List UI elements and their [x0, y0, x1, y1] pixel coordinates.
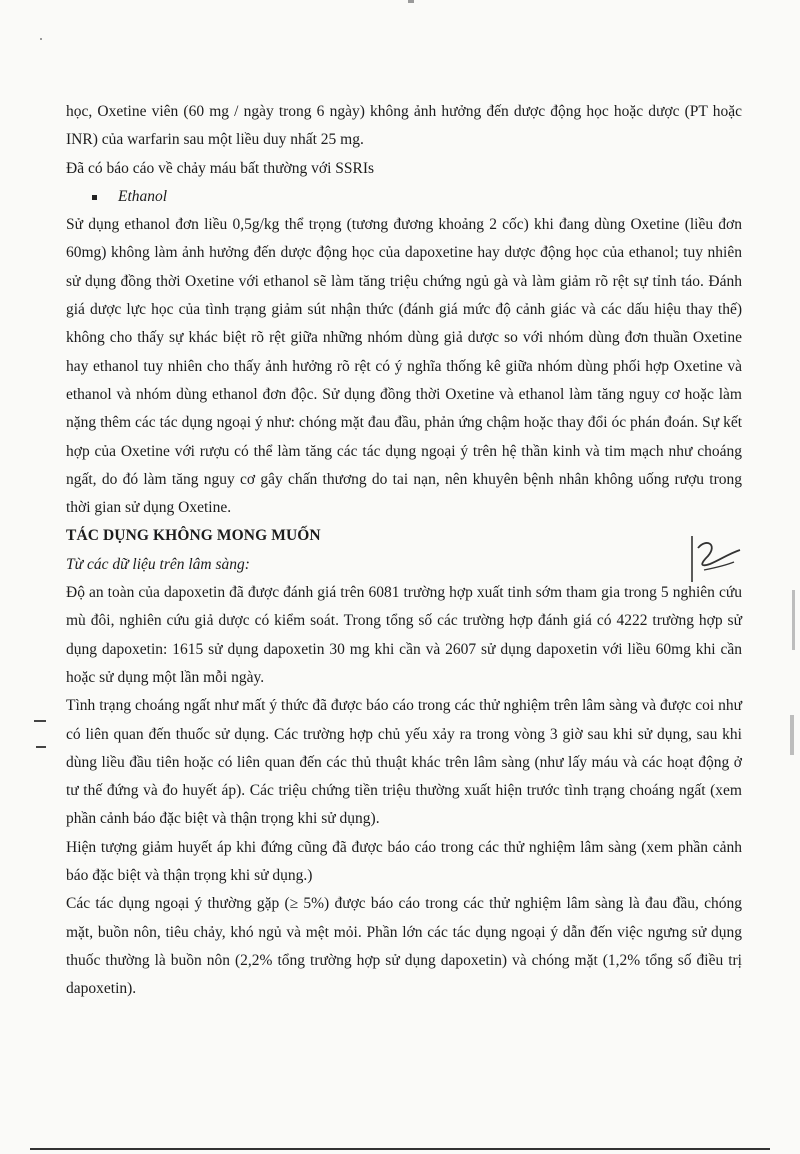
paragraph-warfarin: học, Oxetine viên (60 mg / ngày trong 6 ngày) không ảnh hưởng đến dược động học hoặc dược (PT hoặc INR) của warfarin sau một liều duy nhất 25 mg. — [66, 103, 742, 149]
bullet-item-ethanol — [66, 183, 742, 211]
bullet-label: Ethanol — [118, 187, 168, 205]
footer-rule — [30, 1148, 770, 1150]
paragraph-safety-evaluation: Độ an toàn của dapoxetin đã được đánh giá trên 6081 trường hợp xuất tinh sớm tham gia trong 5 nghiên cứu mù đôi, nghiên cứu giả dược có kiểm soát. Trong tổng số các trường hợp đánh giá có 4222 trường hợp sử dụng dapoxetin: 1615 sử dụng dapoxetin 30 mg khi cần và 2607 sử dụng dapoxetin với liều 60mg khi cần hoặc sử dụng một lần mỗi ngày. — [66, 584, 742, 686]
paragraph-ssri-bleeding: Đã có báo cáo về chảy máu bất thường với SSRIs — [66, 159, 375, 177]
document-page — [66, 98, 742, 1004]
paragraph-common-adverse-effects: Các tác dụng ngoại ý thường gặp (≥ 5%) được báo cáo trong các thử nghiệm lâm sàng là đau đầu, chóng mặt, buồn nôn, tiêu chảy, khó ngủ và mệt mỏi. Phần lớn các tác dụng ngoại ý dẫn đến việc ngưng sử dụng thuốc thường là buồn nôn (2,2% tổng trường hợp sử dụng dapoxetin) và chóng mặt (1,2% tổng số điều trị dapoxetin). — [66, 895, 742, 998]
handwritten-initials-icon — [684, 530, 744, 590]
subheading-clinical-data: Từ các dữ liệu trên lâm sàng: — [66, 555, 250, 573]
scan-artifact-left-mark-1 — [34, 720, 46, 722]
scan-artifact-left-dot — [40, 38, 42, 40]
square-bullet-icon — [92, 195, 97, 200]
section-heading-adverse-effects: TÁC DỤNG KHÔNG MONG MUỐN — [66, 527, 321, 545]
scan-artifact-right-edge-2 — [790, 715, 794, 755]
paragraph-ethanol-interaction: Sử dụng ethanol đơn liều 0,5g/kg thể trọng (tương đương khoảng 2 cốc) khi đang dùng Oxetine (liều đơn 60mg) không làm ảnh hưởng đến dược động học của dapoxetine hay dược động học của ethanol; tuy nhiên sử dụng đồng thời Oxetine với ethanol sẽ làm tăng triệu chứng ngủ gà và làm giảm rõ rệt sự tỉnh táo. Đánh giá dược lực học của tình trạng giảm sút nhận thức (đánh giá mức độ cảnh giác và các dấu hiệu thay thế) không cho thấy sự khác biệt rõ rệt giữa những nhóm dùng giả dược so với nhóm dùng đơn thuần Oxetine hay ethanol tuy nhiên cho thấy ảnh hưởng rõ rệt có ý nghĩa thống kê giữa nhóm dùng phối hợp Oxetine và ethanol và nhóm dùng ethanol đơn độc. Sử dụng đồng thời Oxetine và ethanol làm tăng nguy cơ hoặc làm nặng thêm các tác dụng ngoại ý như: chóng mặt đau đầu, phản ứng chậm hoặc thay đổi óc phán đoán. Sự kết hợp của Oxetine với rượu có thể làm tăng các tác dụng ngoại ý trên hệ thần kinh và tim mạch như choáng ngất, do đó làm tăng nguy cơ gây chấn thương do tai nạn, nên khuyên bệnh nhân không uống rượu trong thời gian sử dụng Oxetine. — [66, 216, 742, 517]
paragraph-orthostatic-hypotension: Hiện tượng giảm huyết áp khi đứng cũng đã được báo cáo trong các thử nghiệm lâm sàng (xem phần cảnh báo đặc biệt và thận trọng khi sử dụng.) — [66, 838, 742, 885]
scan-artifact-top — [408, 0, 414, 3]
scan-artifact-left-mark-2 — [36, 746, 46, 748]
scan-artifact-right-edge-1 — [792, 590, 795, 650]
paragraph-syncope: Tình trạng choáng ngất như mất ý thức đã được báo cáo trong các thử nghiệm trên lâm sàng và được coi như có liên quan đến thuốc sử dụng. Các trường hợp chủ yếu xảy ra trong vòng 3 giờ sau khi sử dụng, sau khi dùng liều đầu tiên hoặc có liên quan đến các thủ thuật khác trên lâm sàng (như lấy máu và các hoạt động ở tư thế đứng và đo huyết áp). Các triệu chứng tiền triệu thường xuất hiện trước tình trạng choáng ngất (xem phần cảnh báo đặc biệt và thận trọng khi sử dụng). — [66, 697, 742, 828]
